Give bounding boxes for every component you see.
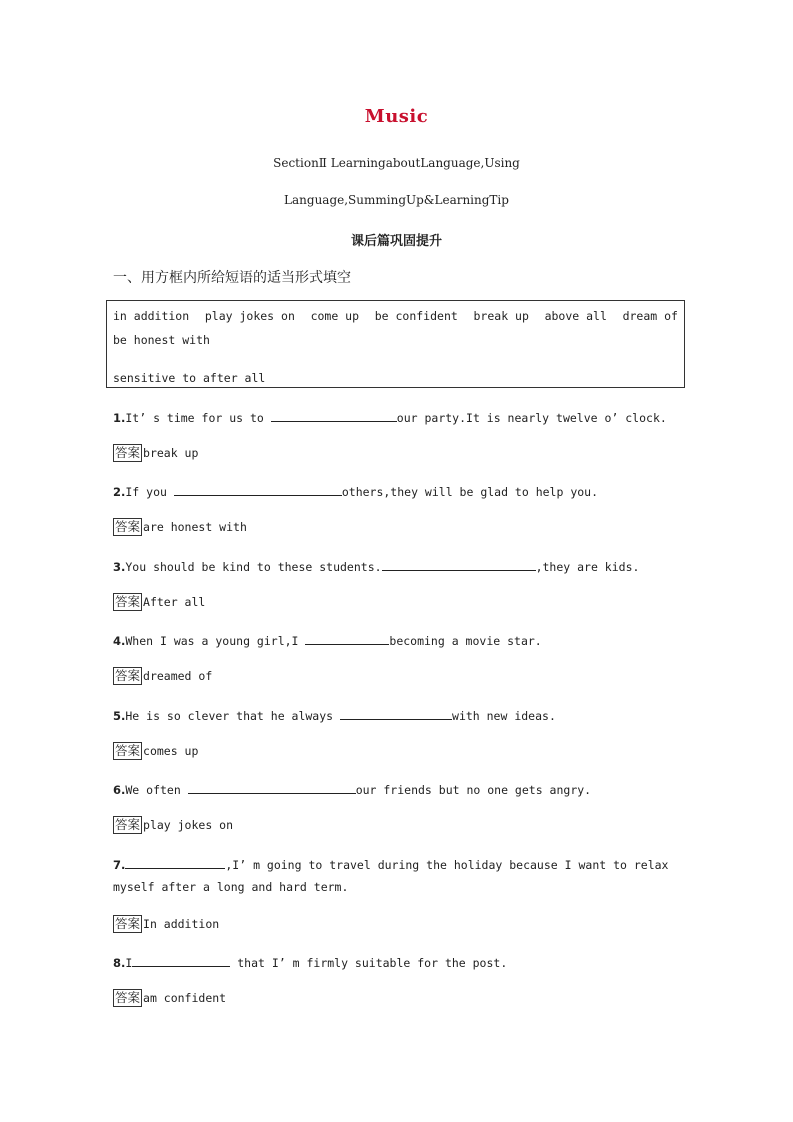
question-text-after: that I’ m firmly suitable for the post. [230,956,508,970]
question-4 [113,633,542,648]
phrase-line-1 [113,309,678,323]
answer-text: break up [143,446,199,460]
question-text-before: We often [125,783,188,797]
question-text-after: becoming a movie star. [389,634,542,648]
question-text-after: others,they will be glad to help you. [341,485,599,499]
answer-text: In addition [143,917,220,931]
question-number: 1. [113,411,126,425]
phrase-item: be confident [374,309,458,323]
answer-label: 答案 [115,916,141,931]
answer-text: play jokes on [143,818,234,832]
question-text-before: When I was a young girl,I [125,634,306,648]
question-text-before: It’ s time for us to [125,411,271,425]
answer-label: 答案 [115,990,141,1005]
phrase-item: play jokes on [204,309,295,323]
document-title: Music [364,106,429,127]
answer-text: After all [143,595,206,609]
question-text-before: If you [125,485,174,499]
answer-blank [174,484,342,496]
answer-label: 答案 [115,445,141,460]
question-number: 7. [113,858,126,872]
question-6 [113,782,591,797]
question-5 [113,708,556,723]
section-heading: 课后篇巩固提升 [350,234,442,249]
answer-2 [113,518,247,536]
answer-text: dreamed of [143,669,213,683]
answer-blank [340,708,452,720]
answer-7 [113,915,219,933]
phrase-item: come up [310,309,360,323]
answer-8 [113,989,226,1007]
answer-text: am confident [143,991,227,1005]
answer-label: 答案 [115,817,141,832]
phrase-item: break up [473,309,529,323]
answer-label: 答案 [115,668,141,683]
answer-3 [113,593,205,611]
answer-5 [113,742,198,760]
answer-text: are honest with [143,520,247,534]
phrase-item: in addition [113,309,190,323]
answer-blank [132,955,230,967]
question-text-after: with new ideas. [452,709,556,723]
phrase-item: above all [544,309,607,323]
question-2 [113,484,598,499]
question-number: 6. [113,783,126,797]
answer-label: 答案 [115,743,141,758]
answer-text: comes up [143,744,199,758]
answer-6 [113,816,233,834]
exercise-instruction: 一、用方框内所给短语的适当形式填空 [113,270,351,286]
question-number: 8. [113,956,126,970]
answer-blank [305,633,389,645]
question-number: 3. [113,560,126,574]
question-8 [113,955,507,970]
answer-blank [271,410,397,422]
question-7-continued: myself after a long and hard term. [113,880,349,894]
phrase-item: dream of [622,309,678,323]
answer-1 [113,444,198,462]
question-3 [113,559,639,574]
question-1 [113,410,667,425]
question-number: 4. [113,634,126,648]
answer-blank [188,782,356,794]
answer-blank [125,857,225,869]
question-text-after: ,they are kids. [535,560,640,574]
answer-blank [382,559,536,571]
section-subtitle-line2: Language,SummingUp&LearningTip [284,193,509,207]
question-text-before: You should be kind to these students. [125,560,382,574]
question-text-before: I [125,956,133,970]
phrase-line-2: be honest with [113,333,210,347]
answer-4 [113,667,212,685]
question-text-after: our party.It is nearly twelve o’ clock. [396,411,667,425]
phrase-box [106,300,685,388]
phrase-line-3: sensitive to after all [113,371,266,385]
answer-label: 答案 [115,519,141,534]
answer-label: 答案 [115,594,141,609]
question-number: 2. [113,485,126,499]
question-text-before: He is so clever that he always [125,709,341,723]
question-7 [113,857,668,872]
section-subtitle-line1: SectionⅡ LearningaboutLanguage,Using [273,156,520,170]
question-number: 5. [113,709,126,723]
question-text-after: ,I’ m going to travel during the holiday because I want to relax [225,858,669,872]
question-text-after: our friends but no one gets angry. [355,783,592,797]
